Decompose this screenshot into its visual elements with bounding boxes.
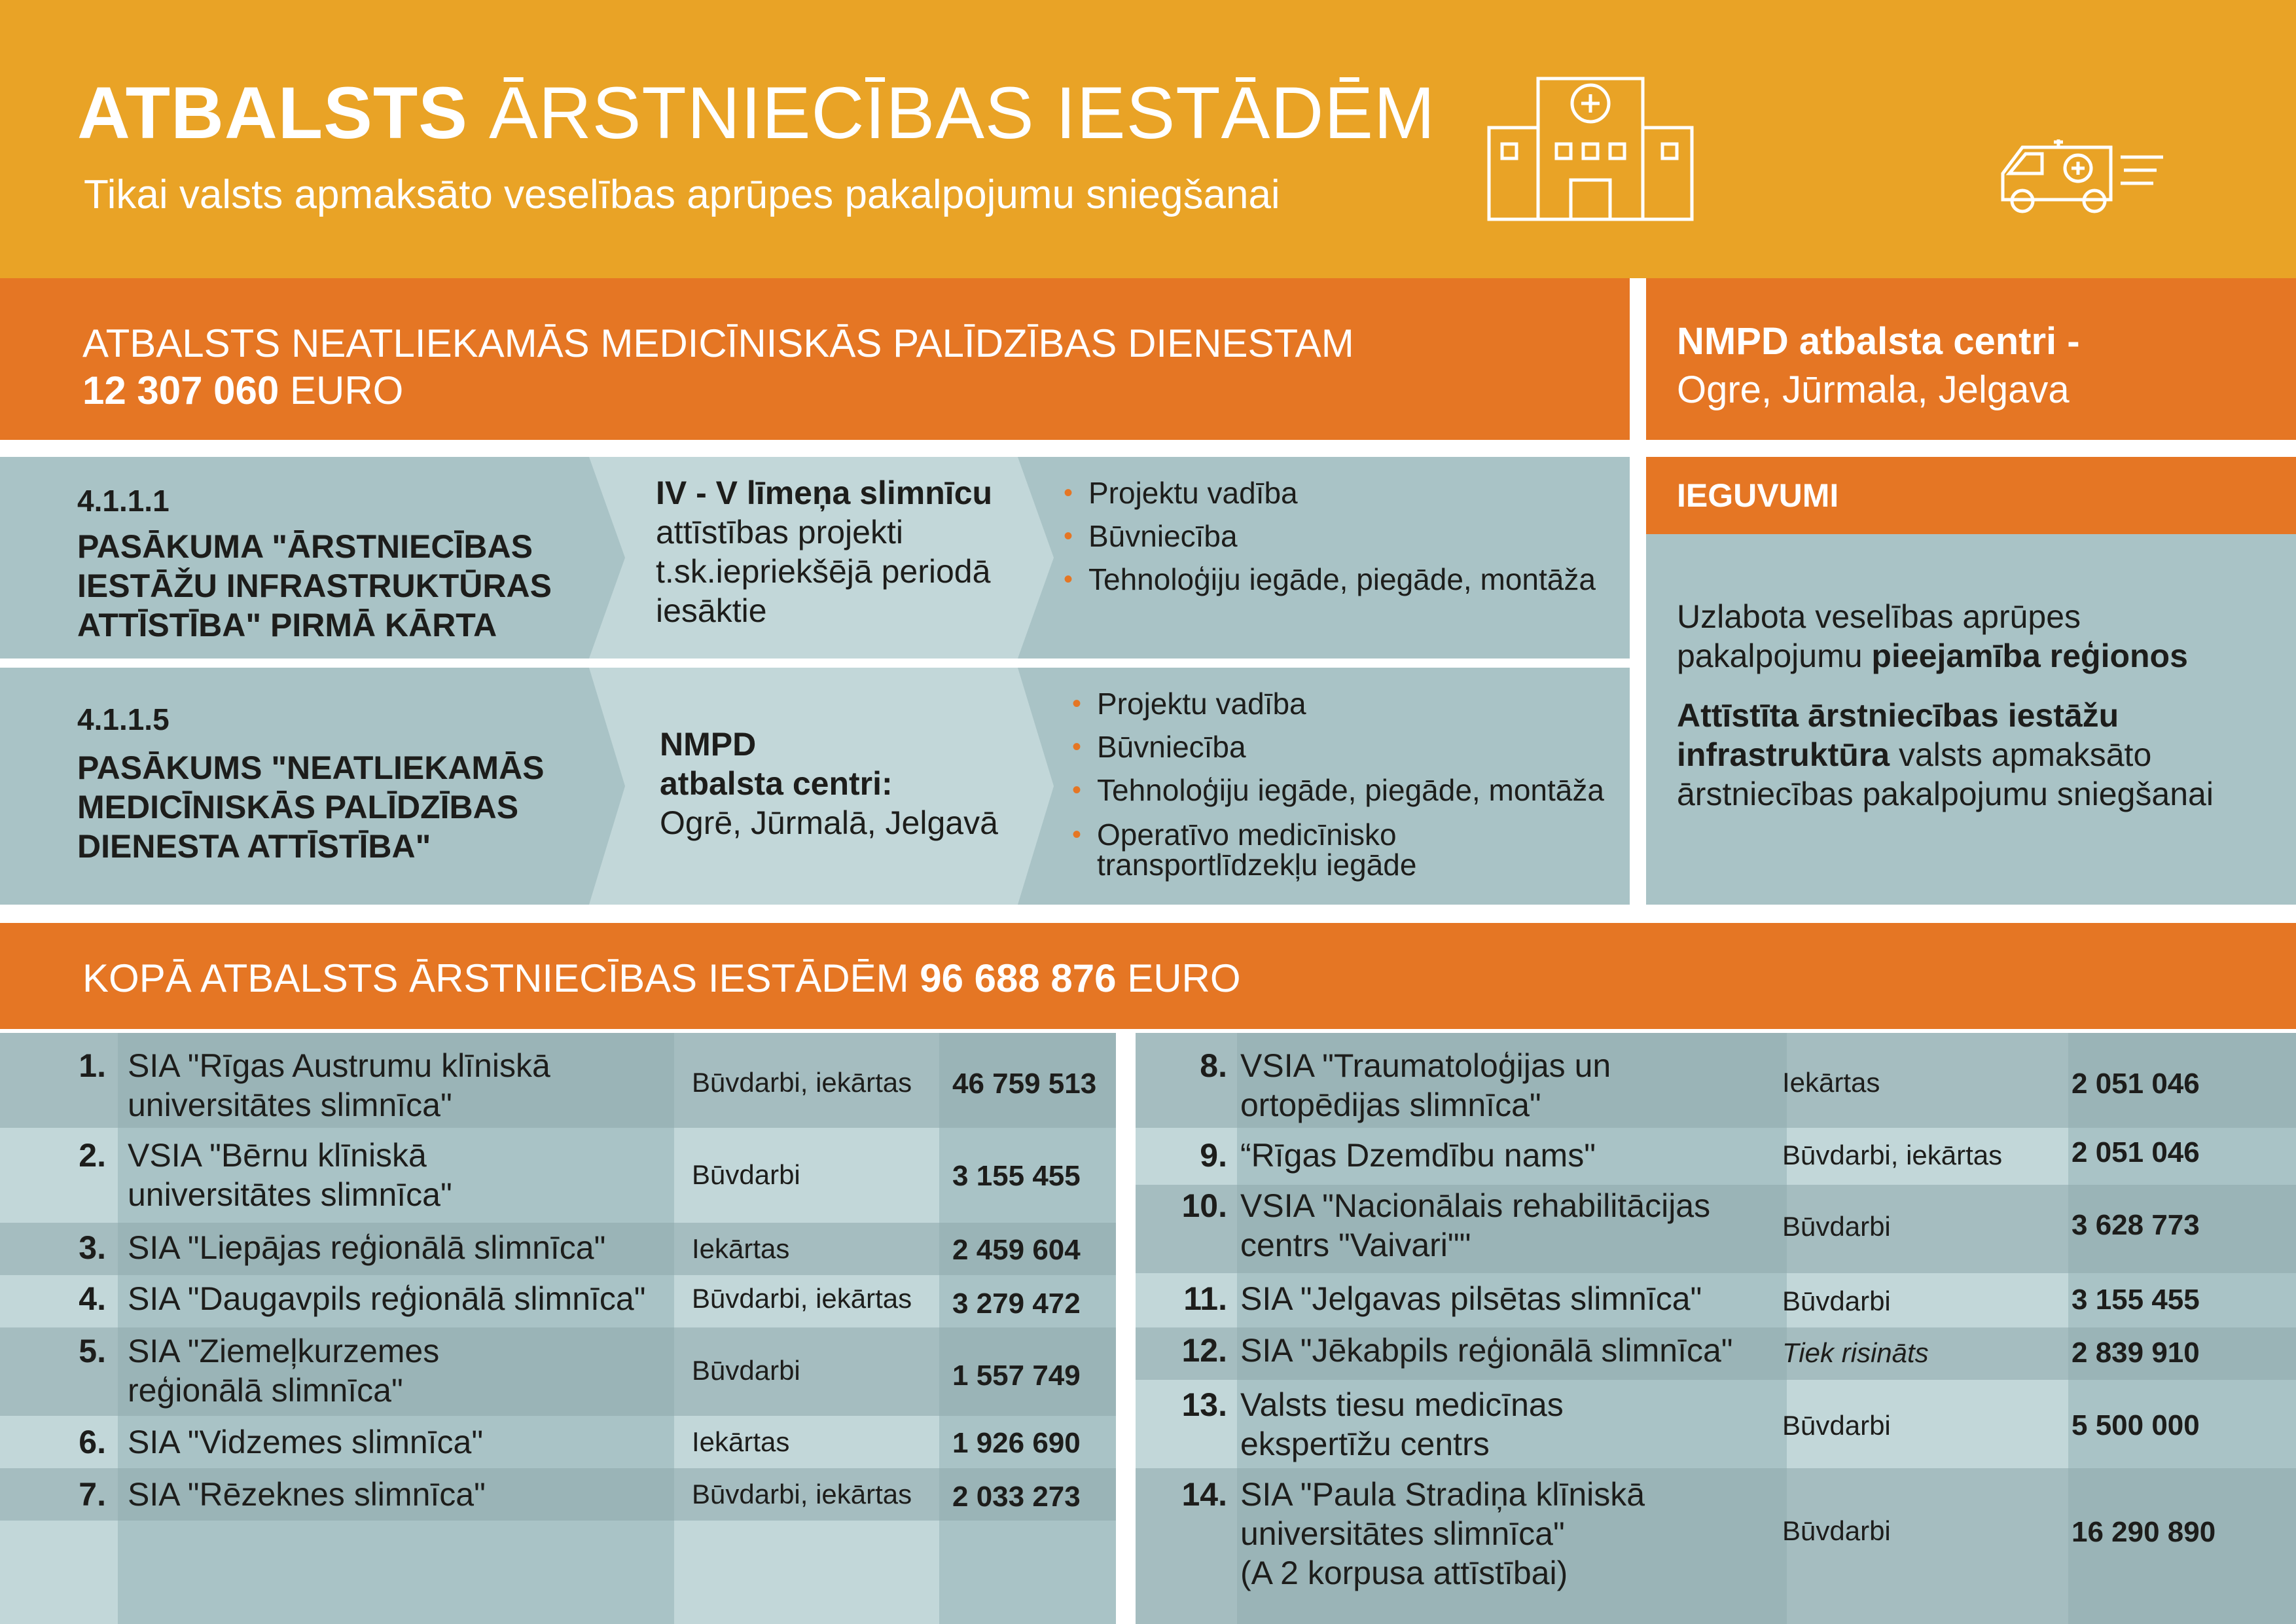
nmpd-centers-cities: Ogre, Jūrmala, Jelgava [1677,369,2070,411]
program-scope: NMPD atbalsta centri: Ogrē, Jūrmalā, Jelgavā [660,726,998,841]
program-scope: IV - V līmeņa slimnīcu attīstības projekti t.sk.iepriekšējā periodā iesāktie [656,475,993,629]
program-activities [1072,682,1604,880]
emergency-title: ATBALSTS NEATLIEKAMĀS MEDICĪNISKĀS PALĪDZĪBAS DIENESTAM [82,321,1354,365]
list-item: • Būvniecība [1064,514,1596,558]
program-code: 4.1.1.5 [77,702,170,736]
nmpd-centers-title: NMPD atbalsta centri - [1677,320,2080,363]
benefit-access: Uzlabota veselības aprūpes pakalpojumu pieejamība reģionos [1677,598,2188,674]
list-item: • Projektu vadība [1072,682,1604,725]
benefits-label: IEGUVUMI [1677,477,1839,514]
list-item: • Tehnoloģiju iegāde, piegāde, montāža [1072,768,1604,812]
program-activities [1064,471,1596,601]
ambulance-icon [1996,128,2166,216]
list-item: • Būvniecība [1072,725,1604,768]
hospital-icon [1486,65,1695,223]
program-name: PASĀKUMA "ĀRSTNIECĪBAS IESTĀŽU INFRASTRUKTŪRAS ATTĪSTĪBA" PIRMĀ KĀRTA [77,528,552,643]
benefit-infrastructure: Attīstīta ārstniecības iestāžu infrastruktūra valsts apmaksāto ārstniecības pakalpojumu sniegšanai [1677,697,2214,812]
program-name: PASĀKUMS "NEATLIEKAMĀS MEDICĪNISKĀS PALĪDZĪBAS DIENESTA ATTĪSTĪBA" [77,749,545,865]
total-amount: KOPĀ ATBALSTS ĀRSTNIECĪBAS IESTĀDĒM 96 688 876 EURO [82,956,1241,1000]
list-item: • Operatīvo medicīnisko transportlīdzekļu iegāde [1072,820,1604,880]
list-item: • Projektu vadība [1064,471,1596,514]
page-subtitle: Tikai valsts apmaksāto veselības aprūpes pakalpojumu sniegšanai [84,172,1280,217]
program-code: 4.1.1.1 [77,484,170,518]
page-title: ATBALSTS ĀRSTNIECĪBAS IESTĀDĒM [77,72,1436,154]
emergency-amount: 12 307 060 EURO [82,369,404,412]
list-item: • Tehnoloģiju iegāde, piegāde, montāža [1064,558,1596,601]
